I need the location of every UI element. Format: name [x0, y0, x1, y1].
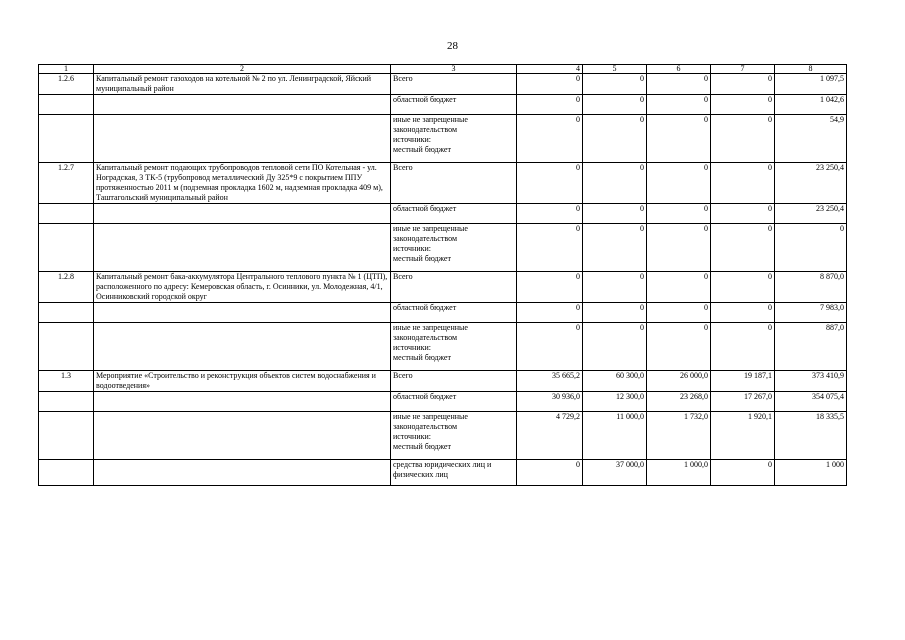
funding-source-note: законодательством: [393, 234, 458, 243]
funding-source: [391, 115, 517, 163]
header-cell: 5: [583, 65, 647, 74]
funding-source-label: областной бюджет: [393, 204, 457, 213]
funding-source-note: источники:: [393, 244, 431, 253]
amount-cell: 0: [583, 303, 647, 323]
funding-source-note: иные не запрещенные: [393, 115, 468, 124]
amount-cell: 1 000: [775, 460, 847, 486]
amount-cell: 0: [583, 74, 647, 95]
item-code: 1.3: [39, 371, 94, 392]
amount-cell: 0: [517, 224, 583, 272]
funding-source: [391, 371, 517, 392]
amount-cell: 0: [583, 204, 647, 224]
amount-cell: 35 665,2: [517, 371, 583, 392]
table-row: [39, 323, 847, 371]
amount-cell: 1 920,1: [711, 412, 775, 460]
funding-source: [391, 224, 517, 272]
funding-source: [391, 204, 517, 224]
funding-source-label: Всего: [393, 371, 413, 380]
header-cell: 6: [647, 65, 711, 74]
amount-cell: 0: [711, 224, 775, 272]
funding-source-label: средства юридических лиц и физических лиц: [393, 460, 492, 479]
item-title: [94, 323, 391, 371]
funding-source: [391, 412, 517, 460]
item-code: 1.2.6: [39, 74, 94, 95]
amount-cell: 373 410,9: [775, 371, 847, 392]
amount-cell: 0: [647, 163, 711, 204]
item-code: [39, 204, 94, 224]
funding-source-note: источники:: [393, 135, 431, 144]
table-row: [39, 163, 847, 204]
item-code: [39, 303, 94, 323]
funding-source: [391, 95, 517, 115]
amount-cell: 4 729,2: [517, 412, 583, 460]
funding-source-label: местный бюджет: [393, 145, 451, 154]
item-title: [94, 204, 391, 224]
funding-source: [391, 272, 517, 303]
amount-cell: 1 097,5: [775, 74, 847, 95]
amount-cell: 0: [711, 323, 775, 371]
budget-table: [38, 64, 847, 486]
amount-cell: 0: [517, 95, 583, 115]
amount-cell: 30 936,0: [517, 392, 583, 412]
item-title: [94, 392, 391, 412]
amount-cell: 0: [711, 115, 775, 163]
funding-source-label: местный бюджет: [393, 442, 451, 451]
amount-cell: 0: [583, 115, 647, 163]
amount-cell: 1 000,0: [647, 460, 711, 486]
amount-cell: 0: [583, 163, 647, 204]
table-row: [39, 303, 847, 323]
funding-source-label: областной бюджет: [393, 95, 457, 104]
table-body: [39, 65, 847, 486]
table-row: [39, 392, 847, 412]
amount-cell: 0: [517, 115, 583, 163]
item-code: [39, 115, 94, 163]
item-title: Капитальный ремонт бака-аккумулятора Центрального теплового пункта № 1 (ЦТП), расположенного по адресу: Кемеровская область, г. Осинники, ул. Молодежная, 4/1, Осинниковский городской округ: [94, 272, 391, 303]
item-code: [39, 323, 94, 371]
amount-cell: 0: [583, 95, 647, 115]
amount-cell: 0: [517, 272, 583, 303]
table-row: [39, 272, 847, 303]
amount-cell: 0: [711, 460, 775, 486]
amount-cell: 37 000,0: [583, 460, 647, 486]
amount-cell: 354 075,4: [775, 392, 847, 412]
amount-cell: 0: [517, 460, 583, 486]
amount-cell: 54,9: [775, 115, 847, 163]
amount-cell: 0: [517, 74, 583, 95]
funding-source: [391, 323, 517, 371]
amount-cell: 0: [517, 323, 583, 371]
amount-cell: 0: [647, 204, 711, 224]
item-title: [94, 303, 391, 323]
item-code: 1.2.7: [39, 163, 94, 204]
amount-cell: 0: [517, 303, 583, 323]
item-title: [94, 412, 391, 460]
funding-source-label: местный бюджет: [393, 254, 451, 263]
amount-cell: 0: [711, 272, 775, 303]
amount-cell: 0: [647, 224, 711, 272]
amount-cell: 0: [647, 272, 711, 303]
item-title: [94, 95, 391, 115]
amount-cell: 18 335,5: [775, 412, 847, 460]
amount-cell: 0: [647, 115, 711, 163]
funding-source: [391, 392, 517, 412]
amount-cell: 0: [583, 272, 647, 303]
header-cell: 1: [39, 65, 94, 74]
amount-cell: 0: [583, 323, 647, 371]
item-title: Капитальный ремонт газоходов на котельной № 2 по ул. Ленинградской, Яйский муниципальный район: [94, 74, 391, 95]
amount-cell: 0: [517, 163, 583, 204]
amount-cell: 0: [711, 204, 775, 224]
item-title: [94, 460, 391, 486]
header-row: [39, 65, 847, 74]
funding-source-label: местный бюджет: [393, 353, 451, 362]
item-code: [39, 392, 94, 412]
funding-source-note: источники:: [393, 432, 431, 441]
amount-cell: 0: [583, 224, 647, 272]
item-title: Мероприятие «Строительство и реконструкция объектов систем водоснабжения и водоотведения»: [94, 371, 391, 392]
amount-cell: 0: [647, 74, 711, 95]
funding-source-note: законодательством: [393, 333, 458, 342]
table-row: [39, 460, 847, 486]
funding-source: [391, 74, 517, 95]
item-code: [39, 95, 94, 115]
funding-source-note: источники:: [393, 343, 431, 352]
amount-cell: 0: [711, 303, 775, 323]
funding-source-note: иные не запрещенные: [393, 224, 468, 233]
funding-source-note: иные не запрещенные: [393, 323, 468, 332]
item-code: [39, 460, 94, 486]
amount-cell: 887,0: [775, 323, 847, 371]
funding-source-label: Всего: [393, 74, 413, 83]
amount-cell: 0: [711, 163, 775, 204]
funding-source-label: Всего: [393, 163, 413, 172]
page-number: 28: [447, 40, 458, 52]
item-title: [94, 115, 391, 163]
funding-source-note: законодательством: [393, 422, 458, 431]
amount-cell: 23 250,4: [775, 163, 847, 204]
table-row: [39, 412, 847, 460]
funding-source-note: иные не запрещенные: [393, 412, 468, 421]
header-cell: 4: [517, 65, 583, 74]
header-cell: 3: [391, 65, 517, 74]
amount-cell: 17 267,0: [711, 392, 775, 412]
amount-cell: 1 042,6: [775, 95, 847, 115]
amount-cell: 8 870,0: [775, 272, 847, 303]
funding-source: [391, 303, 517, 323]
table-row: [39, 371, 847, 392]
item-title: [94, 224, 391, 272]
table-row: [39, 115, 847, 163]
funding-source: [391, 163, 517, 204]
table-row: [39, 74, 847, 95]
table-row: [39, 224, 847, 272]
table-row: [39, 95, 847, 115]
amount-cell: 0: [517, 204, 583, 224]
funding-source-label: областной бюджет: [393, 303, 457, 312]
amount-cell: 26 000,0: [647, 371, 711, 392]
amount-cell: 11 000,0: [583, 412, 647, 460]
header-cell: 7: [711, 65, 775, 74]
amount-cell: 0: [775, 224, 847, 272]
funding-source: [391, 460, 517, 486]
amount-cell: 0: [711, 95, 775, 115]
amount-cell: 23 268,0: [647, 392, 711, 412]
table-row: [39, 204, 847, 224]
amount-cell: 19 187,1: [711, 371, 775, 392]
funding-source-note: законодательством: [393, 125, 458, 134]
amount-cell: 23 250,4: [775, 204, 847, 224]
amount-cell: 0: [647, 95, 711, 115]
amount-cell: 12 300,0: [583, 392, 647, 412]
amount-cell: 0: [647, 323, 711, 371]
amount-cell: 0: [647, 303, 711, 323]
item-title: Капитальный ремонт подающих трубопроводов тепловой сети ПО Котельная - ул. Ноградская, 3 ТК-5 (трубопровод металлический Ду 325*9 с покрытием ППУ протяженностью 2011 м (подземная прокладка 1602 м, надземная прокладка 409 м), Таштагольский муниципальный район: [94, 163, 391, 204]
header-cell: 8: [775, 65, 847, 74]
amount-cell: 7 983,0: [775, 303, 847, 323]
amount-cell: 60 300,0: [583, 371, 647, 392]
header-cell: 2: [94, 65, 391, 74]
amount-cell: 0: [711, 74, 775, 95]
item-code: [39, 412, 94, 460]
funding-source-label: Всего: [393, 272, 413, 281]
amount-cell: 1 732,0: [647, 412, 711, 460]
funding-source-label: областной бюджет: [393, 392, 457, 401]
item-code: 1.2.8: [39, 272, 94, 303]
item-code: [39, 224, 94, 272]
